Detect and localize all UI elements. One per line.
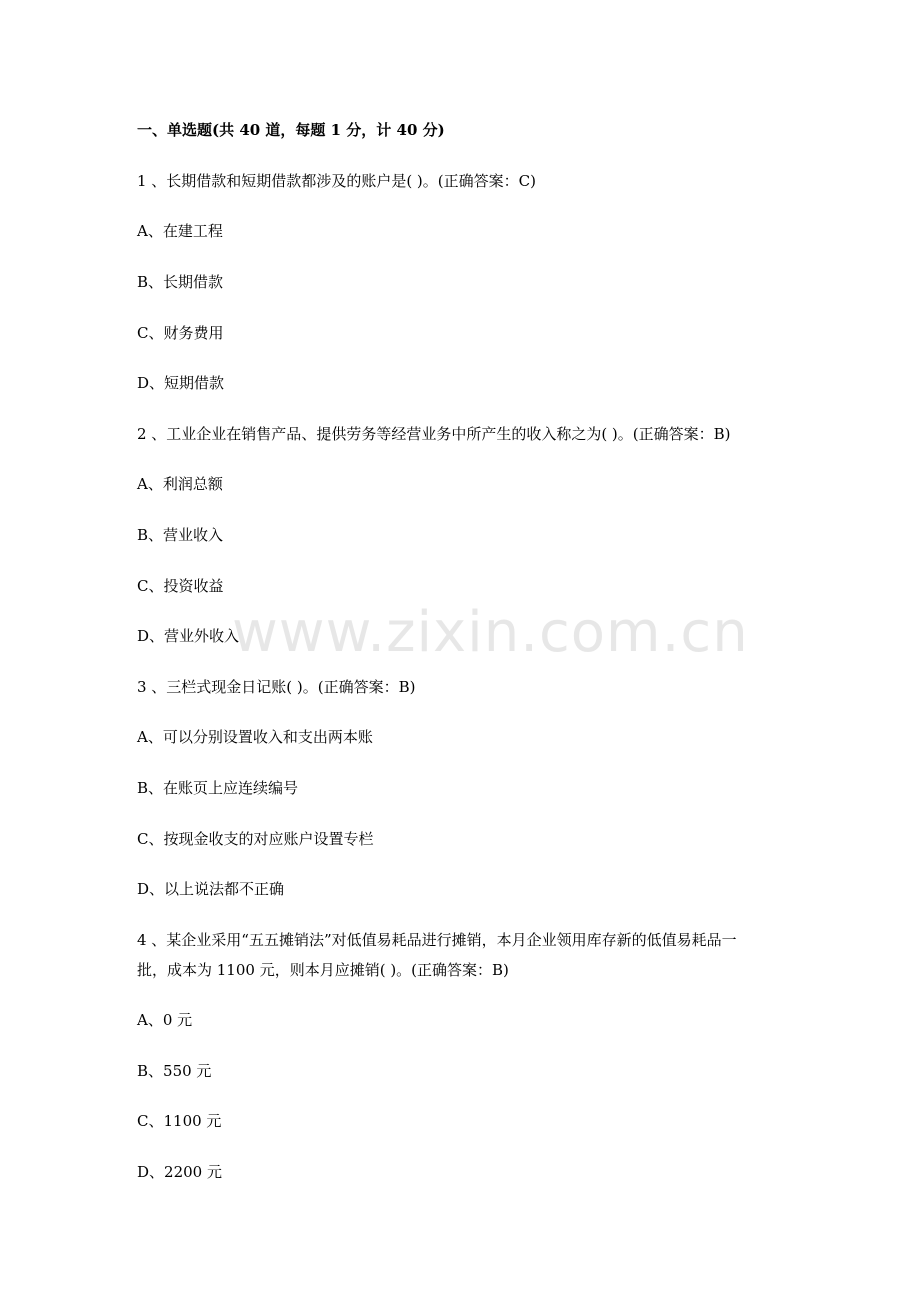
question-3-option-c: C、按现金收支的对应账户设置专栏 [137, 830, 374, 848]
question-1-option-c: C、财务费用 [137, 324, 224, 342]
question-1-option-d: D、短期借款 [137, 374, 225, 392]
question-4-stem-line-2: 批，成本为 1100 元，则本月应摊销( )。(正确答案：B) [137, 961, 509, 979]
question-1-stem: 1 、长期借款和短期借款都涉及的账户是( )。(正确答案：C) [137, 172, 536, 190]
question-3-option-d: D、以上说法都不正确 [137, 880, 285, 898]
question-4-option-d: D、2200 元 [137, 1163, 222, 1181]
question-3-stem: 3 、三栏式现金日记账( )。(正确答案：B) [137, 678, 416, 696]
question-4-option-c: C、1100 元 [137, 1112, 222, 1130]
question-4-stem-line-1: 4 、某企业采用“五五摊销法”对低值易耗品进行摊销，本月企业领用库存新的低值易耗品一 [137, 931, 737, 949]
question-2-option-a: A、利润总额 [137, 475, 223, 493]
section-heading: 一、单选题(共 40 道，每题 1 分，计 40 分) [137, 121, 445, 139]
question-4-option-a: A、0 元 [137, 1011, 193, 1029]
question-4-option-b: B、550 元 [137, 1062, 212, 1080]
question-2-option-c: C、投资收益 [137, 577, 224, 595]
question-3-option-a: A、可以分别设置收入和支出两本账 [137, 728, 373, 746]
watermark: www.zixin.com.cn [232, 600, 749, 665]
question-2-option-b: B、营业收入 [137, 526, 224, 544]
question-1-option-a: A、在建工程 [137, 222, 223, 240]
question-1-option-b: B、长期借款 [137, 273, 224, 291]
question-2-option-d: D、营业外收入 [137, 627, 240, 645]
question-2-stem: 2 、工业企业在销售产品、提供劳务等经营业务中所产生的收入称之为( )。(正确答案：B) [137, 425, 731, 443]
question-3-option-b: B、在账页上应连续编号 [137, 779, 299, 797]
